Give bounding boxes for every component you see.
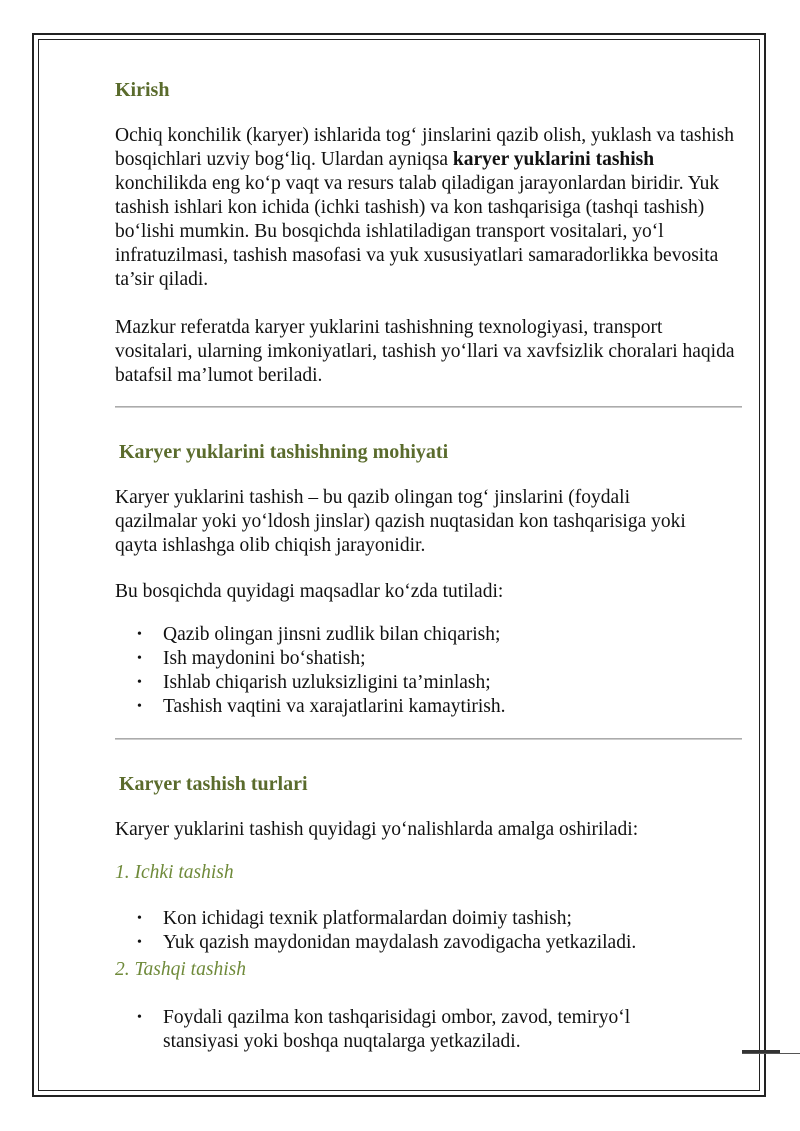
ichki-list <box>115 907 755 955</box>
mohiyati-paragraph <box>115 486 715 558</box>
section-mohiyati <box>119 438 759 466</box>
subheading-ichki <box>115 861 755 885</box>
intro-text-bold: karyer yuklarini tashish <box>452 149 655 170</box>
intro-text-2: Mazkur referatda karyer yuklarini tashishning texnologiyasi, transport vositalari, ularning imkoniyatlari, tashish yo‘llari va xavfsizlik choralari haqida batafsil ma’lumot beriladi. <box>115 317 735 386</box>
section-divider <box>115 738 742 740</box>
mohiyati-text-2: Bu bosqichda quyidagi maqsadlar ko‘zda tutiladi: <box>115 581 504 602</box>
section-divider <box>115 406 742 408</box>
bullet-icon: • <box>137 1010 142 1025</box>
list-item: • Qazib olingan jinsni zudlik bilan chiqarish; <box>137 624 501 645</box>
turlari-paragraph <box>115 818 755 842</box>
list-item: • Foydali qazilma kon tashqarisidagi ombor, zavod, temiryo‘l stansiyasi yoki boshqa nuqtalarga yetkaziladi. <box>137 1007 631 1052</box>
bullet-icon: • <box>137 699 142 714</box>
section-heading: Karyer yuklarini tashishning mohiyati <box>119 441 449 463</box>
subheading: 1. Ichki tashish <box>115 862 234 883</box>
subheading: 2. Tashqi tashish <box>115 959 246 980</box>
list-item: • Kon ichidagi texnik platformalardan doimiy tashish; <box>137 908 572 929</box>
list-item: • Ish maydonini bo‘shatish; <box>137 648 366 669</box>
section-heading: Karyer tashish turlari <box>119 773 308 795</box>
bullet-icon: • <box>137 935 142 950</box>
section-turlari <box>119 770 759 798</box>
intro-text-a: Ochiq konchilik (karyer) ishlarida tog‘ jinslarini qazib olish, yuklash va tashish bosqichlari uzviy bog‘liq. Ulardan ayniqsa <box>115 125 734 170</box>
list-item: • Ishlab chiqarish uzluksizligini ta’minlash; <box>137 672 491 693</box>
bullet-icon: • <box>137 911 142 926</box>
tashqi-list <box>115 1006 705 1054</box>
list-item: • Yuk qazish maydonidan maydalash zavodigacha yetkaziladi. <box>137 932 637 953</box>
bullet-icon: • <box>137 651 142 666</box>
turlari-text: Karyer yuklarini tashish quyidagi yo‘nalishlarda amalga oshiriladi: <box>115 819 639 840</box>
section-kirish <box>115 76 755 104</box>
page-corner-line <box>742 1053 800 1054</box>
list-item: • Tashish vaqtini va xarajatlarini kamaytirish. <box>137 696 506 717</box>
bullet-icon: • <box>137 627 142 642</box>
mohiyati-paragraph-2 <box>115 580 755 604</box>
intro-paragraph <box>115 124 747 292</box>
goals-list <box>115 623 755 719</box>
mohiyati-text: Karyer yuklarini tashish – bu qazib olingan tog‘ jinslarini (foydali qazilmalar yoki yo‘ldosh jinslar) qazish nuqtasidan kon tashqarisiga yoki qayta ishlashga olib chiqish jarayonidir. <box>115 487 686 556</box>
subheading-tashqi <box>115 958 755 982</box>
bullet-icon: • <box>137 675 142 690</box>
intro-text-b: konchilikda eng ko‘p vaqt va resurs talab qiladigan jarayonlardan biridir. Yuk tashish ishlari kon ichida (ichki tashish) va kon tashqarisiga (tashqi tashish) bo‘lishi mumkin. Bu bosqichda ishlatiladigan transport vositalari, yo‘l infratuzilmasi, tashish masofasi va yuk xususiyatlari samaradorlikka bevosita ta’sir qiladi. <box>115 173 720 290</box>
intro-paragraph-2 <box>115 316 743 388</box>
section-heading: Kirish <box>115 79 170 101</box>
